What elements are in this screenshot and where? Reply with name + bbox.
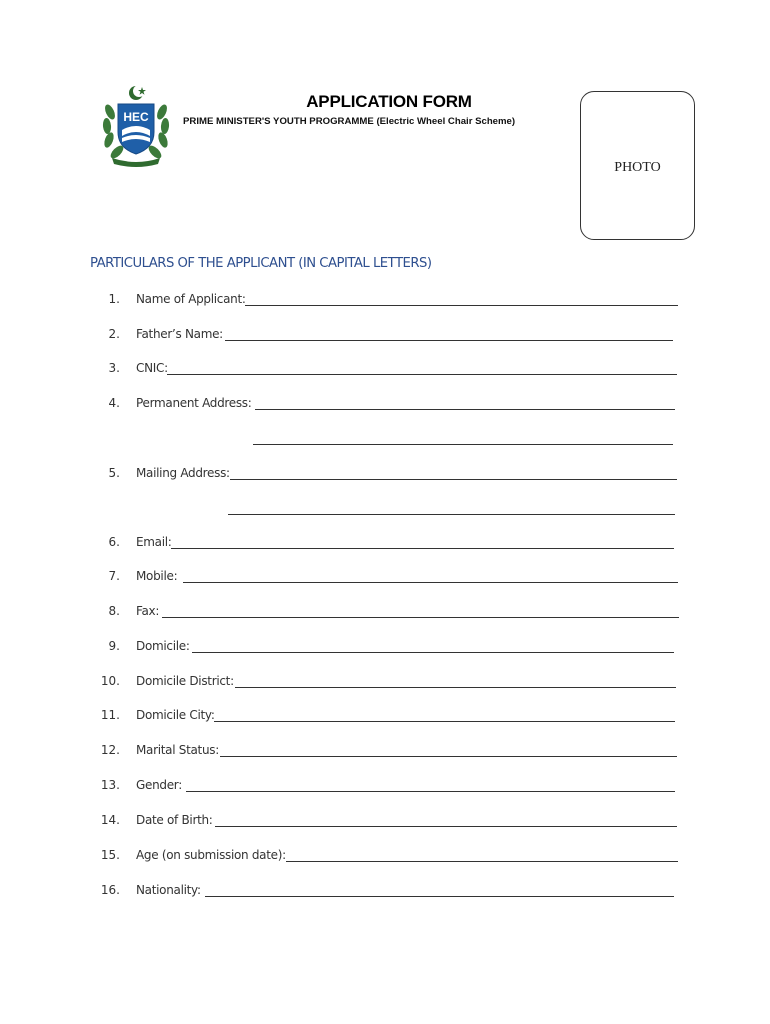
field-label: Fax: [136,604,160,618]
mailing-address-input-line[interactable] [230,479,677,480]
section-heading: PARTICULARS OF THE APPLICANT (IN CAPITAL LETTERS) [90,256,432,271]
field-nationality [0,883,770,903]
field-label: Father’s Name: [136,327,223,341]
field-number: 9. [108,639,120,653]
marital-status-input-line[interactable] [220,756,677,757]
field-number: 1. [108,292,120,306]
field-name-of-applicant [0,292,770,312]
field-marital-status [0,743,770,763]
fathers-name-input-line[interactable] [225,340,673,341]
field-number: 16. [100,883,120,897]
field-email [0,535,770,555]
field-number: 7. [108,569,120,583]
field-label: Permanent Address: [136,396,252,410]
date-of-birth-input-line[interactable] [215,826,677,827]
name-of-applicant-input-line[interactable] [245,305,678,306]
field-label: CNIC: [136,361,168,375]
field-fax [0,604,770,624]
field-number: 10. [100,674,120,688]
field-mailing-address-continued [0,501,770,521]
field-number: 6. [108,535,120,549]
field-gender [0,778,770,798]
permanent-address-input-line-2[interactable] [253,444,673,445]
field-mobile [0,569,770,589]
domicile-district-input-line[interactable] [235,687,676,688]
form-subtitle: PRIME MINISTER'S YOUTH PROGRAMME (Electric Wheel Chair Scheme) [183,116,516,127]
field-label: Marital Status: [136,743,219,757]
field-cnic [0,361,770,381]
field-permanent-address [0,396,770,416]
form-title: APPLICATION FORM [306,92,472,111]
nationality-input-line[interactable] [205,896,674,897]
field-mailing-address [0,466,770,486]
field-number: 11. [100,708,120,722]
domicile-input-line[interactable] [192,652,674,653]
age-input-line[interactable] [286,861,678,862]
field-fathers-name [0,327,770,347]
mailing-address-input-line-2[interactable] [228,514,675,515]
field-label: Email: [136,535,172,549]
field-domicile [0,639,770,659]
logo-text: HEC [123,110,149,124]
field-label: Name of Applicant: [136,292,246,306]
field-label: Domicile: [136,639,190,653]
field-number: 2. [108,327,120,341]
photo-box[interactable] [580,91,695,240]
field-label: Mobile: [136,569,178,583]
field-number: 13. [100,778,120,792]
field-label: Nationality: [136,883,201,897]
permanent-address-input-line[interactable] [255,409,675,410]
gender-input-line[interactable] [186,791,675,792]
field-number: 14. [100,813,120,827]
field-number: 5. [108,466,120,480]
fax-input-line[interactable] [162,617,679,618]
field-label: Domicile City: [136,708,215,722]
field-date-of-birth [0,813,770,833]
email-input-line[interactable] [171,548,674,549]
field-number: 12. [100,743,120,757]
field-number: 4. [108,396,120,410]
mobile-input-line[interactable] [183,582,678,583]
field-permanent-address-continued [0,431,770,451]
field-number: 15. [100,848,120,862]
photo-label: PHOTO [614,160,661,175]
field-number: 8. [108,604,120,618]
field-label: Domicile District: [136,674,234,688]
field-domicile-city [0,708,770,728]
field-label: Gender: [136,778,182,792]
cnic-input-line[interactable] [167,374,677,375]
field-label: Age (on submission date): [136,848,286,862]
domicile-city-input-line[interactable] [214,721,675,722]
field-label: Date of Birth: [136,813,213,827]
field-age [0,848,770,868]
field-domicile-district [0,674,770,694]
field-label: Mailing Address: [136,466,230,480]
field-number: 3. [108,361,120,375]
